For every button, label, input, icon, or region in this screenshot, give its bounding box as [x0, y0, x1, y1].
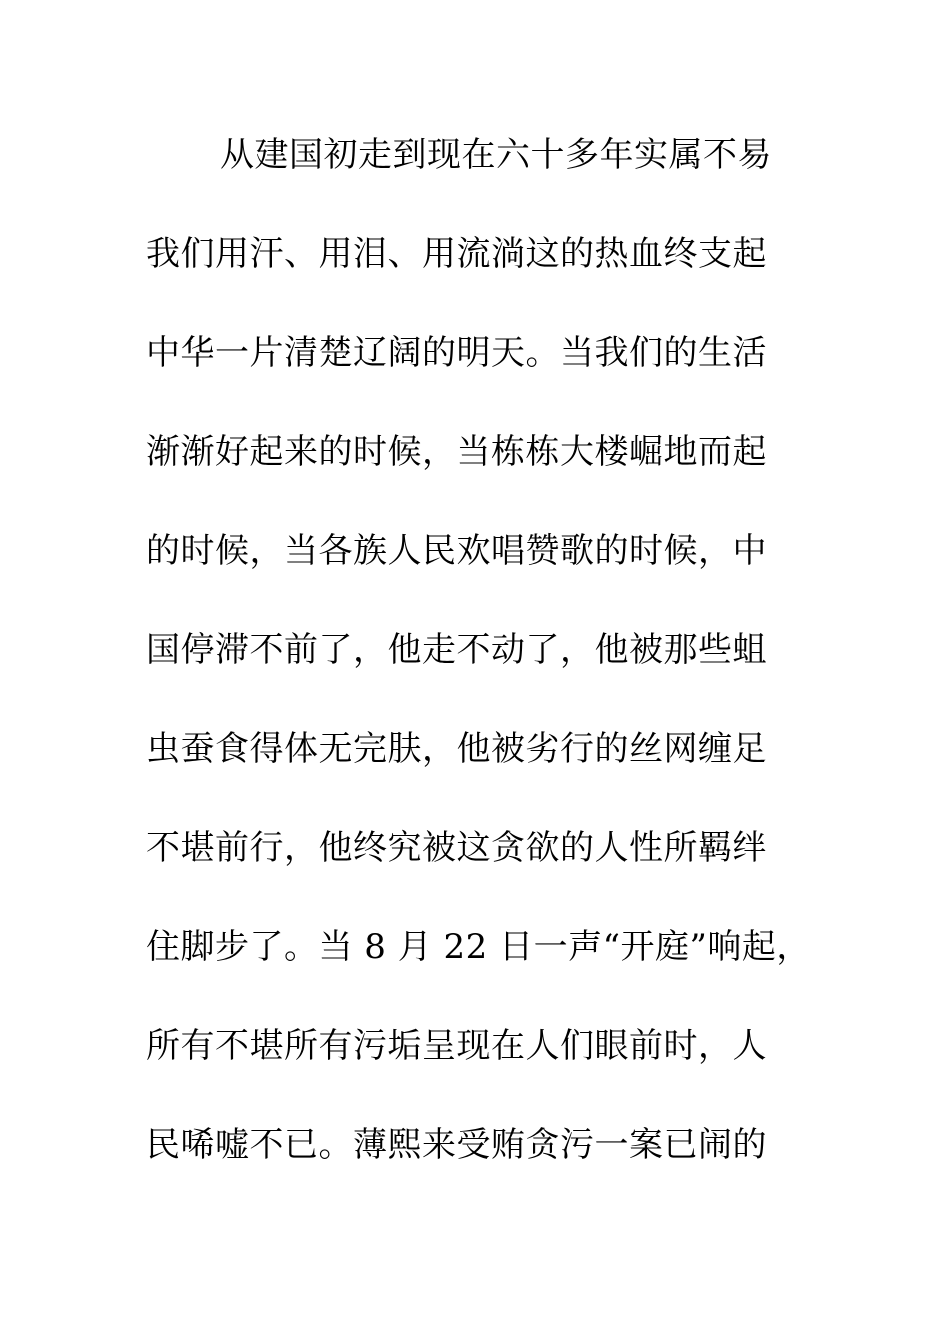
- body-paragraph: [146, 128, 866, 1217]
- text-line: 国停滞不前了，他走不动了，他被那些蛆: [146, 630, 767, 670]
- text-line: 民唏嘘不已。薄熙来受贿贪污一案已闹的: [146, 1125, 767, 1165]
- text-line: 我们用汗、用泪、用流淌这的热血终支起: [146, 234, 767, 274]
- text-line: 所有不堪所有污垢呈现在人们眼前时，人: [146, 1026, 767, 1066]
- text-line: 从建国初走到现在六十多年实属不易: [220, 135, 772, 175]
- text-line: 的时候，当各族人民欢唱赞歌的时候，中: [146, 531, 767, 571]
- text-line: 虫蚕食得体无完肤，他被劣行的丝网缠足: [146, 729, 767, 769]
- text-line: 渐渐好起来的时候，当栋栋大楼崛地而起: [146, 432, 767, 472]
- text-line: 不堪前行，他终究被这贪欲的人性所羁绊: [146, 828, 767, 868]
- text-line: 住脚步了。当 8 月 22 日一声“开庭”响起，: [146, 927, 811, 967]
- text-line: 中华一片清楚辽阔的明天。当我们的生活: [146, 333, 767, 373]
